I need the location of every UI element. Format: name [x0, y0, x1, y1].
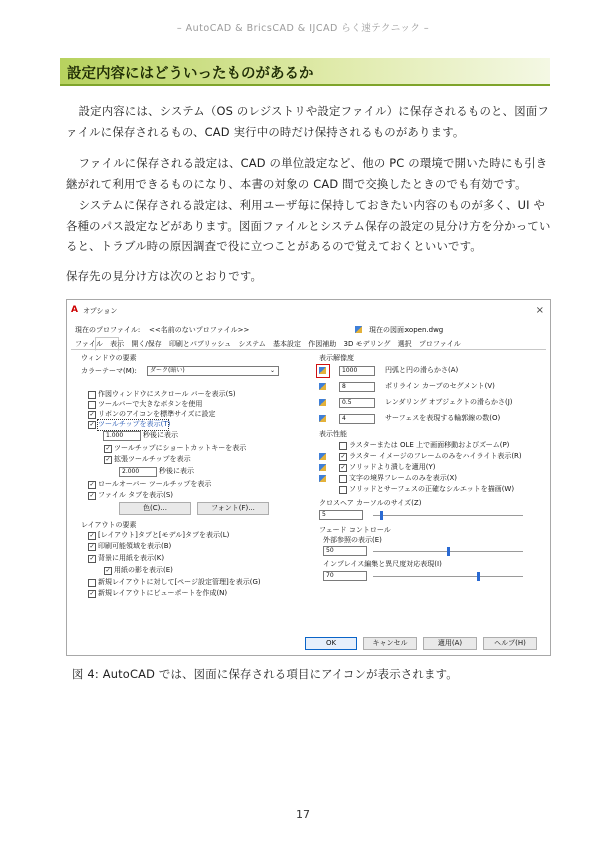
tab-bar: [75, 339, 466, 349]
tab-drafting[interactable]: 作図補助: [308, 340, 337, 348]
option-text-frame: 文字の境界フレームのみを表示(X): [349, 474, 457, 482]
xref-display-label: 外部参照の表示(E): [323, 536, 382, 544]
rendered-smoothness-label: レンダリング オブジェクトの滑らかさ(J): [385, 398, 513, 406]
option-silhouettes: ソリッドとサーフェスの正確なシルエットを描画(W): [349, 485, 515, 493]
autocad-app-icon: A: [71, 305, 78, 315]
paragraph-1: 設定内容には、システム（OS のレジストリや設定ファイル）に保存されるものと、図面ファイルに保存されるもの、CAD 実行中の時だけ保持されるものがあります。: [66, 104, 549, 139]
inplace-slider-thumb[interactable]: [477, 572, 480, 581]
drawing-saved-icon: [319, 399, 326, 406]
chevron-down-icon: ⌄: [269, 367, 275, 374]
checkbox-page-setup[interactable]: [88, 579, 96, 587]
option-create-viewport: 新規レイアウトにビューポートを作成(N): [98, 589, 228, 597]
options-dialog: [66, 299, 551, 656]
option-paper-shadow: 用紙の影を表示(E): [114, 566, 173, 574]
option-paper-background: 背景に用紙を表示(K): [98, 554, 165, 562]
crosshair-size-input[interactable]: 5: [319, 510, 363, 520]
checkbox-create-viewport[interactable]: ✓: [89, 590, 95, 597]
drawing-saved-icon: [319, 453, 326, 460]
option-raster-pan-zoom: ラスターまたは OLE 上で画面移動およびズーム(P): [349, 441, 510, 449]
tooltip-delay-unit: 秒後に表示: [143, 431, 178, 439]
dialog-title: オプション: [83, 307, 118, 315]
checkbox-silhouettes[interactable]: [339, 486, 347, 494]
color-theme-value: ダーク(暗い): [150, 367, 185, 374]
paragraph-3: システムに保存される設定は、利用ユーザ毎に保持しておきたい内容のものが多く、UI や各種のパス設定などがあります。図面ファイルとシステム保存の設定の見分け方を分かっていると、トラブル時の原因調査で役に立つことがあるので覚えておくといいです。: [66, 198, 551, 253]
layout-elements-group: レイアウトの要素: [81, 521, 137, 529]
checkbox-printable-area[interactable]: ✓: [89, 543, 95, 550]
checkbox-paper-shadow[interactable]: ✓: [105, 567, 111, 574]
drawing-saved-icon: [319, 367, 326, 374]
option-extended-tooltip: 拡張ツールチップを表示: [114, 455, 191, 463]
section-heading: [60, 58, 550, 86]
arc-smoothness-label: 円弧と円の滑らかさ(A): [385, 366, 459, 374]
rendered-smoothness-input[interactable]: 0.5: [339, 398, 375, 408]
checkbox-paper-background[interactable]: ✓: [89, 555, 95, 562]
crosshair-size-label: クロスヘア カーソルのサイズ(Z): [319, 499, 422, 507]
color-theme-label: カラーテーマ(M):: [81, 367, 137, 375]
extended-delay-input[interactable]: 2.000: [119, 467, 157, 477]
tab-profiles[interactable]: プロファイル: [418, 340, 461, 348]
option-scrollbars: 作図ウィンドウにスクロール バーを表示(S): [98, 390, 236, 398]
crosshair-slider-thumb[interactable]: [380, 511, 383, 520]
checkbox-scrollbars[interactable]: [88, 391, 96, 399]
checkbox-ribbon-icons[interactable]: ✓: [89, 411, 95, 418]
tab-display[interactable]: 表示: [110, 340, 125, 348]
color-button[interactable]: 色(C)...: [119, 502, 191, 515]
paragraph-2: ファイルに保存される設定は、CAD の単位設定など、他の PC の環境で開いた時にも引き継がれて利用できるものになり、本書の対象の CAD 間で交換したときのでも有効です。: [66, 156, 548, 191]
checkbox-tooltips[interactable]: ✓: [89, 421, 95, 428]
tab-system[interactable]: システム: [238, 340, 266, 348]
option-layout-tabs: [レイアウト]タブと[モデル]タブを表示(L): [98, 531, 230, 539]
paragraph-4: 保存先の見分け方は次のとおりです。: [66, 269, 263, 283]
tab-files[interactable]: ファイル: [75, 340, 103, 348]
xref-slider-thumb[interactable]: [447, 547, 450, 556]
tab-user-preferences[interactable]: 基本設定: [273, 340, 302, 348]
tab-open-save[interactable]: 開く/保存: [131, 340, 162, 348]
polyline-segments-input[interactable]: 8: [339, 382, 375, 392]
checkbox-rollover[interactable]: ✓: [89, 481, 95, 488]
xref-display-slider[interactable]: [373, 551, 523, 552]
checkbox-text-frame[interactable]: [339, 475, 347, 483]
drawing-saved-icon: [319, 383, 326, 390]
checkbox-large-buttons[interactable]: [88, 401, 96, 409]
inplace-edit-input[interactable]: 70: [323, 571, 367, 581]
tooltip-delay-input[interactable]: 1.000: [103, 431, 141, 441]
polyline-segments-label: ポリライン カーブのセグメント(V): [385, 382, 495, 390]
option-ribbon-icons: リボンのアイコンを標準サイズに設定: [98, 410, 216, 418]
checkbox-file-tabs[interactable]: ✓: [89, 492, 95, 499]
font-button[interactable]: フォント(F)...: [197, 502, 269, 515]
checkbox-raster-frame[interactable]: ✓: [340, 453, 346, 460]
display-resolution-group: 表示解像度: [319, 354, 354, 362]
apply-button[interactable]: 適用(A): [423, 637, 477, 650]
option-tooltips: ツールチップを表示(T): [98, 420, 171, 428]
drawing-icon: [355, 326, 362, 333]
help-button[interactable]: ヘルプ(H): [483, 637, 537, 650]
extended-delay-unit: 秒後に表示: [159, 467, 194, 475]
inplace-edit-slider[interactable]: [373, 576, 523, 577]
tab-divider: [71, 349, 546, 350]
option-solid-fill: ソリッドより潰しを適用(Y): [349, 463, 436, 471]
option-rollover: ロールオーバー ツールチップを表示: [98, 480, 212, 488]
xref-display-input[interactable]: 50: [323, 546, 367, 556]
display-performance-group: 表示性能: [319, 430, 347, 438]
option-page-setup: 新規レイアウトに対して[ページ設定管理]を表示(G): [98, 578, 261, 586]
window-elements-group: ウィンドウの要素: [81, 354, 137, 362]
option-file-tabs: ファイル タブを表示(S): [98, 491, 173, 499]
drawing-saved-icon: [319, 464, 326, 471]
drawing-saved-icon: [319, 475, 326, 482]
section-title: 設定内容にはどういったものがあるか: [67, 66, 314, 82]
page-number: 17: [296, 808, 310, 821]
checkbox-raster-pan-zoom[interactable]: [339, 442, 347, 450]
current-profile-label: 現在のプロファイル:: [75, 326, 141, 334]
color-theme-select[interactable]: [147, 366, 279, 376]
contour-lines-label: サーフェスを表現する輪郭線の数(O): [385, 414, 501, 422]
current-drawing-value: xopen.dwg: [405, 326, 444, 334]
close-icon[interactable]: ×: [535, 305, 544, 316]
drawing-saved-icon: [319, 415, 326, 422]
option-tooltip-shortcut: ツールチップにショートカットキーを表示: [114, 444, 247, 452]
checkbox-tooltip-shortcut[interactable]: ✓: [105, 445, 111, 452]
cancel-button[interactable]: キャンセル: [363, 637, 417, 650]
contour-lines-input[interactable]: 4: [339, 414, 375, 424]
option-raster-frame: ラスター イメージのフレームのみをハイライト表示(R): [349, 452, 522, 460]
current-profile-value: <<名前のないプロファイル>>: [149, 326, 250, 334]
arc-smoothness-input[interactable]: 1000: [339, 366, 375, 376]
crosshair-size-slider[interactable]: [373, 515, 523, 516]
checkbox-extended-tooltip[interactable]: ✓: [105, 456, 111, 463]
tab-selection[interactable]: 選択: [397, 340, 412, 348]
figure-caption: 図 4: AutoCAD では、図面に保存される項目にアイコンが表示されます。: [72, 667, 458, 681]
checkbox-solid-fill[interactable]: ✓: [340, 464, 346, 471]
inplace-edit-label: インプレイス編集と異尺度対応表現(I): [323, 560, 442, 568]
tab-3d-modeling[interactable]: 3D モデリング: [343, 340, 391, 348]
current-drawing-label: 現在の図面:: [369, 326, 407, 334]
checkbox-layout-tabs[interactable]: ✓: [89, 532, 95, 539]
option-large-buttons: ツールバーで大きなボタンを使用: [98, 400, 203, 408]
running-header: – AutoCAD & BricsCAD & IJCAD らく速テクニック –: [176, 23, 430, 34]
option-printable-area: 印刷可能領域を表示(B): [98, 542, 172, 550]
fade-control-group: フェード コントロール: [319, 526, 391, 534]
ok-button[interactable]: OK: [305, 637, 357, 650]
tab-plot-publish[interactable]: 印刷とパブリッシュ: [168, 340, 232, 348]
